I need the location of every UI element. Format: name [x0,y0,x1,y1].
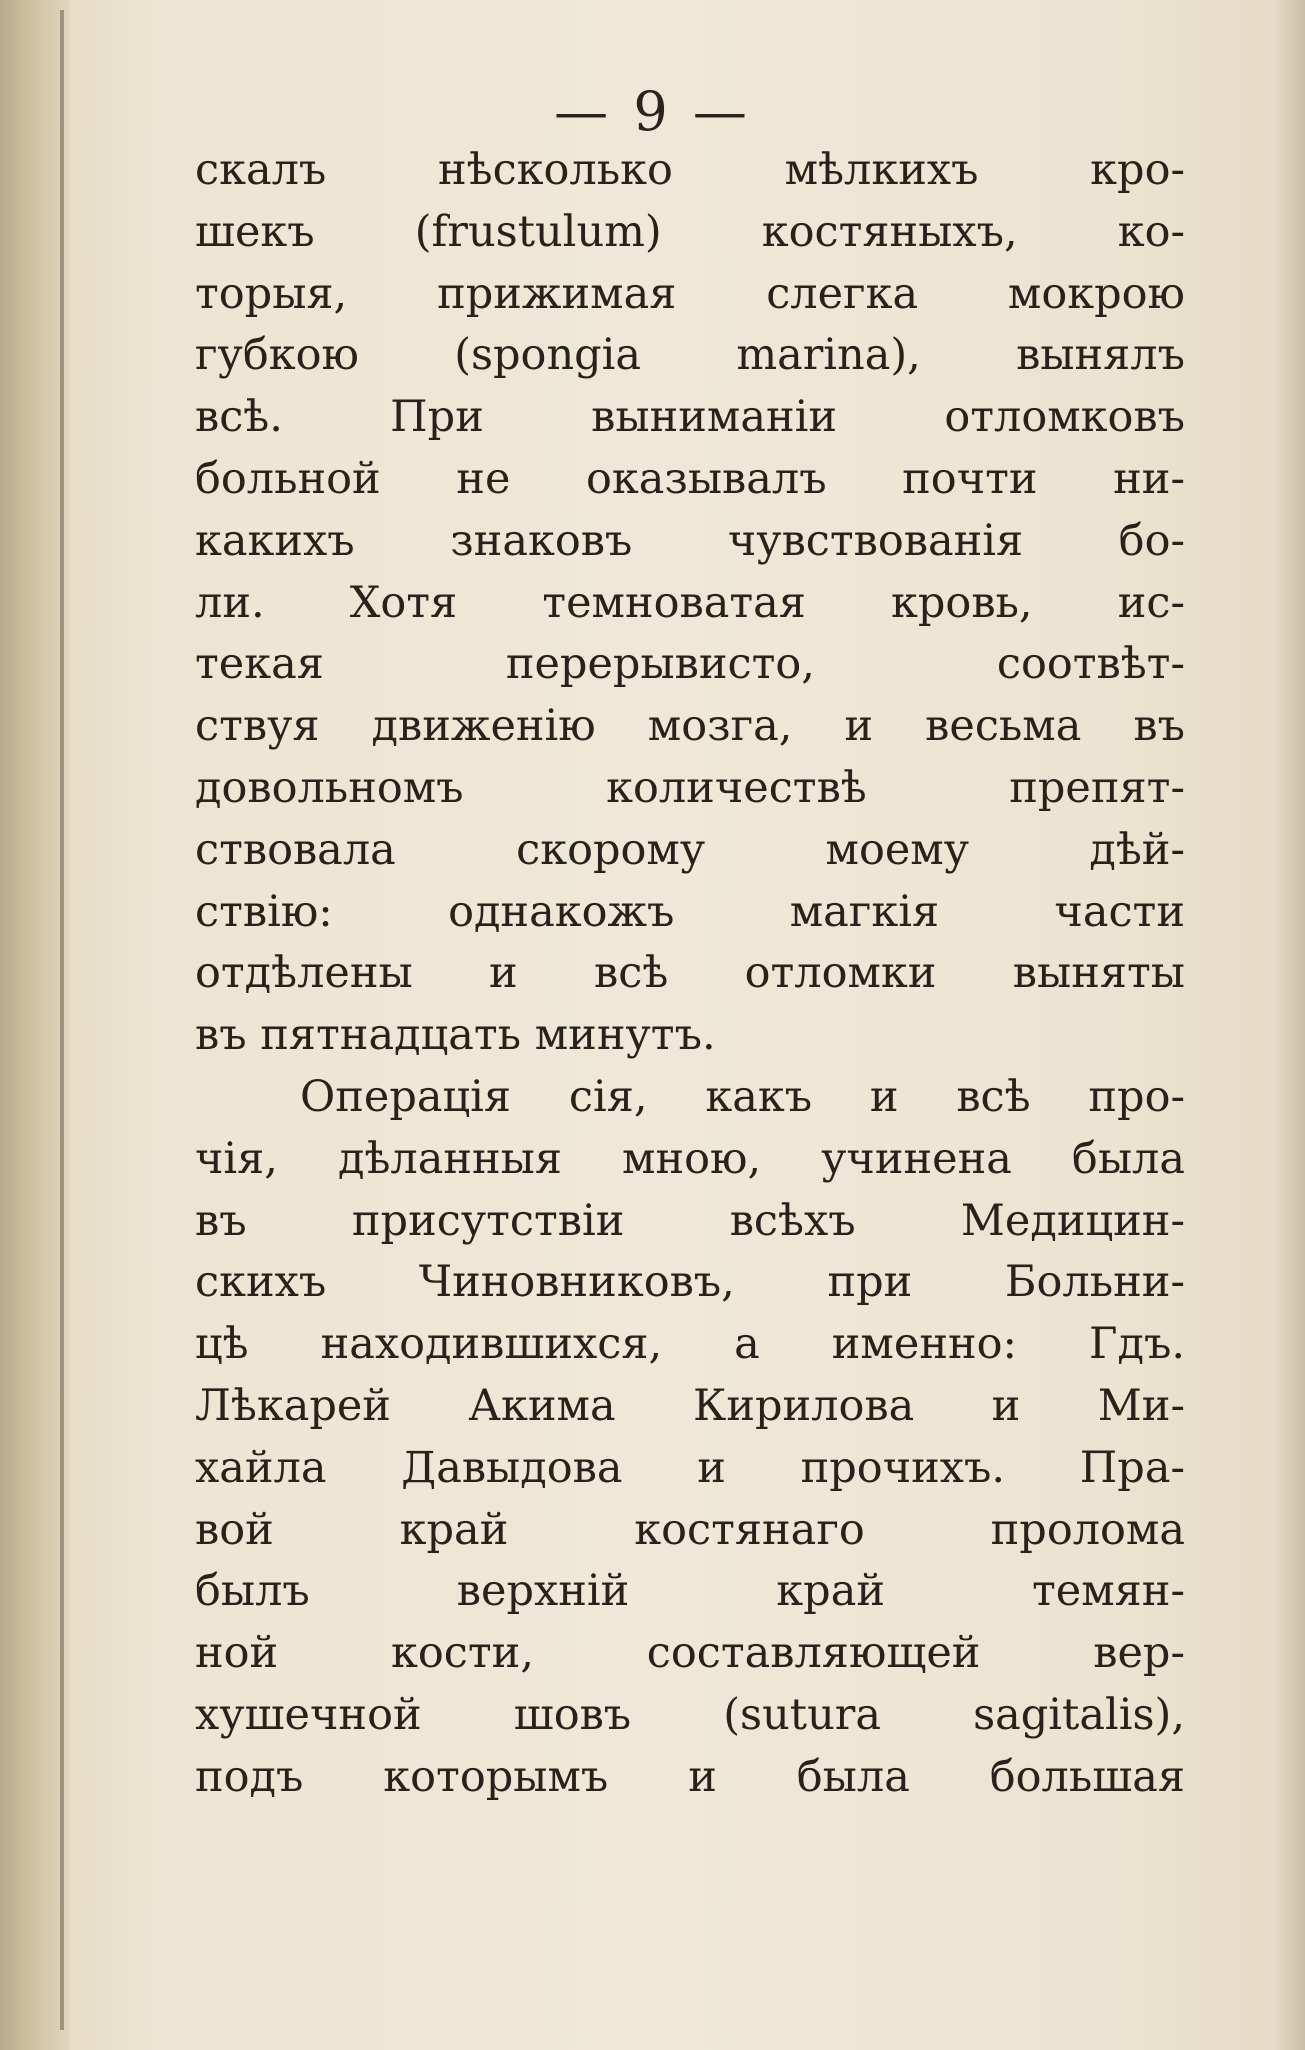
text-line: торыя, прижимая слегка мокрою [195,268,1185,319]
text-line: отдѣлены и всѣ отломки выняты [195,948,1185,999]
text-line: больной не оказывалъ почти ни- [195,453,1185,504]
text-line: ствуя движенію мозга, и весьма въ [195,701,1185,752]
text-line: хушечной шовъ (sutura sagitalis), [195,1689,1185,1740]
gutter-line [60,10,64,2030]
text-line: былъ верхній край темян- [195,1566,1185,1617]
text-line: цѣ находившихся, а именно: Гдъ. [195,1319,1185,1370]
text-line: шекъ (frustulum) костяныхъ, ко- [195,206,1185,257]
text-line: текая перерывисто, соотвѣт- [195,639,1185,690]
text-line: какихъ знаковъ чувствованія бо- [195,515,1185,566]
text-line: ствію: однакожъ магкія части [195,886,1185,937]
body-text [195,140,1185,1809]
text-line: губкою (spongia marina), вынялъ [195,330,1185,381]
text-line: вой край костянаго пролома [195,1504,1185,1555]
page-number: — 9 — [554,80,751,143]
paragraph-end-line: въ пятнадцать минутъ. [195,1010,716,1061]
text-line: чія, дѣланныя мною, учинена была [195,1133,1185,1184]
text-line: ной кости, составляющей вер- [195,1628,1185,1679]
page-edge-shadow [1275,0,1305,2050]
text-line: ли. Хотя темноватая кровь, ис- [195,577,1185,628]
text-line: скалъ нѣсколько мѣлкихъ кро- [195,145,1185,195]
text-line: скихъ Чиновниковъ, при Больни- [195,1257,1185,1308]
text-line: подъ которымъ и была большая [195,1751,1185,1802]
text-line: Лѣкарей Акима Кирилова и Ми- [195,1380,1185,1431]
text-line: ствовала скорому моему дѣй- [195,824,1185,875]
text-line: въ присутствіи всѣхъ Медицин- [195,1195,1185,1246]
text-line: довольномъ количествѣ препят- [195,762,1185,813]
text-line: всѣ. При выниманіи отломковъ [195,392,1185,443]
paragraph-start-line: Операція сія, какъ и всѣ про- [300,1071,1185,1122]
text-line: хайла Давыдова и прочихъ. Пра- [195,1442,1185,1493]
